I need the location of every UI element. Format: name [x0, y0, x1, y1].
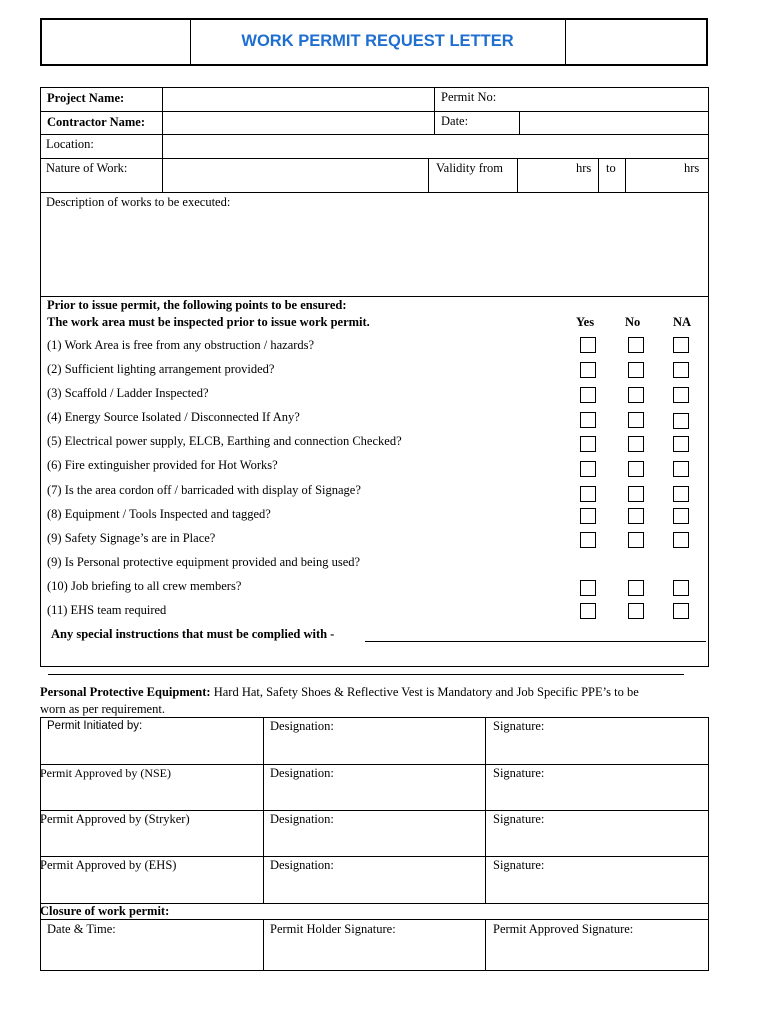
checklist-intro-1: Prior to issue permit, the following points to be ensured:: [47, 298, 347, 312]
col-na-header: NA: [673, 315, 692, 329]
item-6-yes-checkbox[interactable]: [580, 461, 596, 477]
item-8-no-checkbox[interactable]: [628, 508, 644, 524]
approval-designation: Designation:: [270, 766, 334, 780]
title-divider-right: [565, 18, 566, 66]
item-6-na-checkbox[interactable]: [673, 461, 689, 477]
approval-row-label: Permit Approved by (Stryker): [40, 812, 190, 826]
validity-to-label: to: [606, 161, 616, 175]
item-9-yes-checkbox[interactable]: [580, 532, 596, 548]
closure-approved-signature: Permit Approved Signature:: [493, 922, 634, 936]
item-5-yes-checkbox[interactable]: [580, 436, 596, 452]
approval-designation: Designation:: [270, 858, 334, 872]
item-4-na-checkbox[interactable]: [673, 413, 689, 429]
checklist-intro-2: The work area must be inspected prior to issue work permit.: [47, 315, 370, 329]
special-instructions-line[interactable]: [365, 641, 706, 642]
col-yes-header: Yes: [576, 315, 595, 329]
item-2-no-checkbox[interactable]: [628, 362, 644, 378]
nature-of-work-field[interactable]: [163, 159, 427, 191]
description-label: Description of works to be executed:: [46, 195, 231, 209]
approval-row-label: Permit Approved by (NSE): [40, 766, 171, 780]
item-9-no-checkbox[interactable]: [628, 532, 644, 548]
approval-signature: Signature:: [493, 766, 545, 780]
closure-holder-signature: Permit Holder Signature:: [270, 922, 396, 936]
checklist-item-2: (2) Sufficient lighting arrangement provided?: [47, 362, 275, 376]
contractor-name-field[interactable]: [163, 112, 433, 134]
checklist-item-11: (10) Job briefing to all crew members?: [47, 579, 242, 593]
location-field[interactable]: [163, 135, 708, 157]
separator-line: [48, 674, 684, 675]
item-2-yes-checkbox[interactable]: [580, 362, 596, 378]
ppe-statement: [40, 685, 639, 700]
item-5-no-checkbox[interactable]: [628, 436, 644, 452]
item-7-na-checkbox[interactable]: [673, 486, 689, 502]
approval-row-label: Permit Initiated by:: [47, 720, 143, 732]
item-8-yes-checkbox[interactable]: [580, 508, 596, 524]
ppe-label: Personal Protective Equipment:: [40, 685, 211, 699]
item-12-no-checkbox[interactable]: [628, 603, 644, 619]
item-11-no-checkbox[interactable]: [628, 580, 644, 596]
item-11-na-checkbox[interactable]: [673, 580, 689, 596]
item-11-yes-checkbox[interactable]: [580, 580, 596, 596]
approval-row-label: Permit Approved by (EHS): [40, 858, 177, 872]
checklist-item-5: (5) Electrical power supply, ELCB, Earthing and connection Checked?: [47, 434, 402, 448]
approval-designation: Designation:: [270, 719, 334, 733]
checklist-item-8: (8) Equipment / Tools Inspected and tagged?: [47, 507, 271, 521]
checklist-item-7: (7) Is the area cordon off / barricaded with display of Signage?: [47, 483, 361, 497]
item-3-na-checkbox[interactable]: [673, 387, 689, 403]
approval-signature: Signature:: [493, 812, 545, 826]
col-no-header: No: [625, 315, 641, 329]
item-3-yes-checkbox[interactable]: [580, 387, 596, 403]
checklist-item-6: (6) Fire extinguisher provided for Hot Works?: [47, 458, 278, 472]
checklist-item-3: (3) Scaffold / Ladder Inspected?: [47, 386, 209, 400]
item-1-na-checkbox[interactable]: [673, 337, 689, 353]
description-field[interactable]: [41, 212, 708, 296]
item-1-yes-checkbox[interactable]: [580, 337, 596, 353]
item-4-yes-checkbox[interactable]: [580, 412, 596, 428]
nature-of-work-label: Nature of Work:: [46, 161, 128, 175]
item-12-yes-checkbox[interactable]: [580, 603, 596, 619]
approval-signature: Signature:: [493, 858, 545, 872]
permit-no-label: Permit No:: [441, 90, 497, 104]
item-3-no-checkbox[interactable]: [628, 387, 644, 403]
item-1-no-checkbox[interactable]: [628, 337, 644, 353]
closure-title: Closure of work permit:: [40, 904, 170, 918]
permit-no-field[interactable]: [520, 88, 708, 110]
item-2-na-checkbox[interactable]: [673, 362, 689, 378]
validity-from-hrs-label: hrs: [576, 161, 592, 175]
item-5-na-checkbox[interactable]: [673, 436, 689, 452]
ppe-text-2: worn as per requirement.: [40, 702, 165, 716]
item-4-no-checkbox[interactable]: [628, 412, 644, 428]
checklist-item-10: (9) Is Personal protective equipment provided and being used?: [47, 555, 361, 569]
closure-date-time: Date & Time:: [47, 922, 116, 936]
location-label: Location:: [46, 137, 94, 151]
checklist-item-4: (4) Energy Source Isolated / Disconnected If Any?: [47, 410, 300, 424]
checklist-item-1: (1) Work Area is free from any obstruction / hazards?: [47, 338, 315, 352]
validity-from-label: Validity from: [436, 161, 504, 175]
approval-signature: Signature:: [493, 719, 545, 733]
contractor-name-label: Contractor Name:: [47, 115, 145, 129]
project-name-label: Project Name:: [47, 91, 125, 105]
date-label: Date:: [441, 114, 469, 128]
checklist-item-12: (11) EHS team required: [47, 603, 167, 617]
ppe-text-1: Hard Hat, Safety Shoes & Reflective Vest is Mandatory and Job Specific PPE’s to be: [210, 685, 639, 699]
page-title: WORK PERMIT REQUEST LETTER: [241, 32, 514, 50]
item-12-na-checkbox[interactable]: [673, 603, 689, 619]
special-instructions-label: Any special instructions that must be complied with -: [51, 627, 335, 641]
item-7-yes-checkbox[interactable]: [580, 486, 596, 502]
validity-to-hrs-label: hrs: [684, 161, 700, 175]
item-7-no-checkbox[interactable]: [628, 486, 644, 502]
date-field[interactable]: [520, 112, 708, 134]
item-8-na-checkbox[interactable]: [673, 508, 689, 524]
item-6-no-checkbox[interactable]: [628, 461, 644, 477]
approval-designation: Designation:: [270, 812, 334, 826]
project-name-field[interactable]: [163, 88, 433, 110]
checklist-item-9: (9) Safety Signage’s are in Place?: [47, 531, 216, 545]
item-9-na-checkbox[interactable]: [673, 532, 689, 548]
